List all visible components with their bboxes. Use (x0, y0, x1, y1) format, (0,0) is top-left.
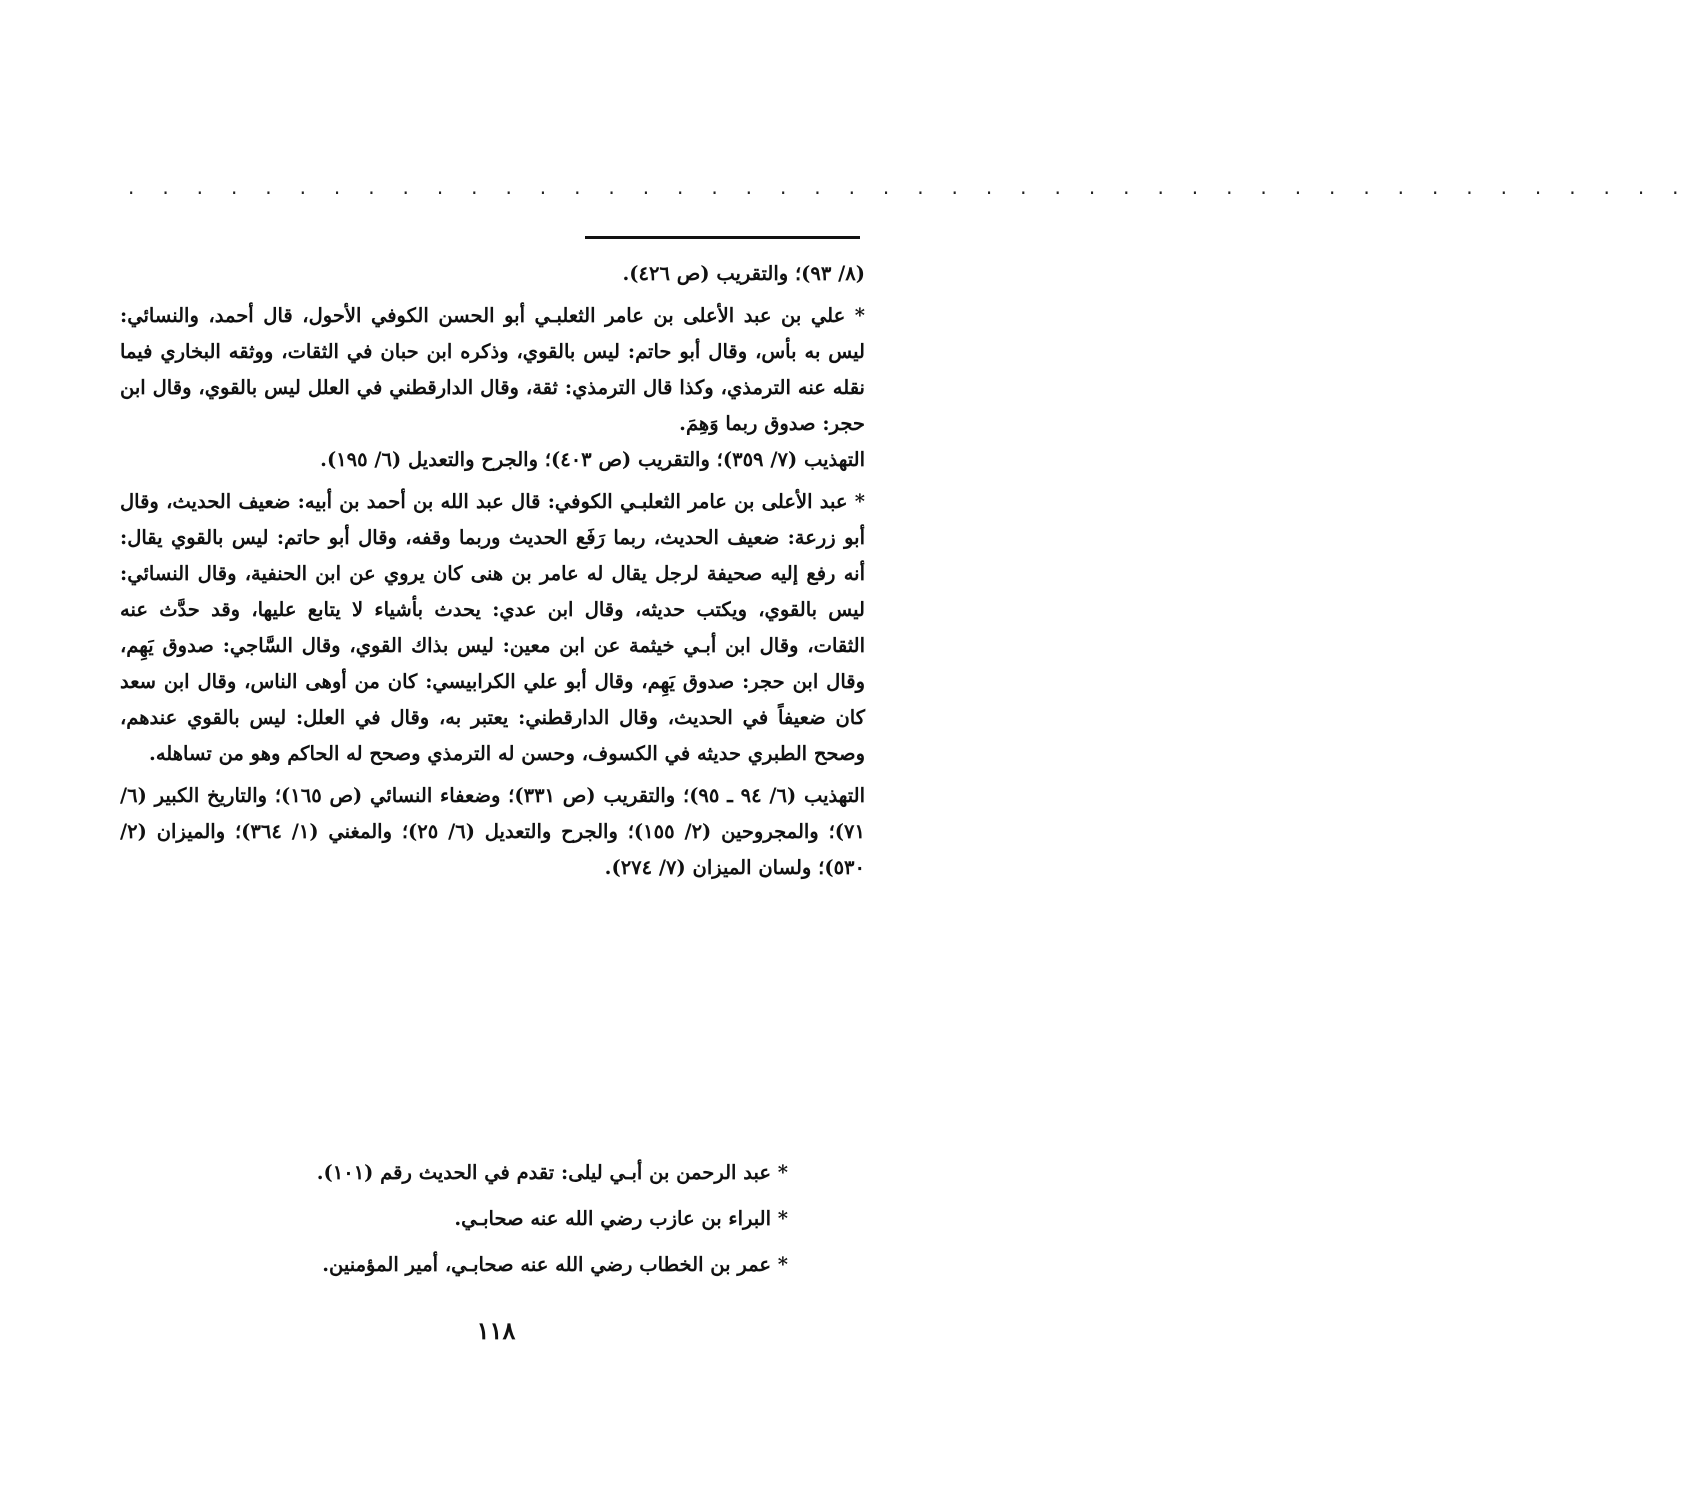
page-number: ١١٨ (476, 1316, 516, 1345)
footnote-separator-dots: . . . . . . . . . . . . . . . . . . . . . . . . . . . . . . . . . . . . . . . . . . . . . . (128, 175, 1689, 199)
narrator-entry-abd-al-rahman-ibn-abi-layla: * عبد الرحمن بن أبـي ليلى: تقدم في الحديث رقم (١٠١). (316, 1161, 788, 1184)
narrator-references-ali: التهذيب (٧/ ٣٥٩)؛ والتقريب (ص ٤٠٣)؛ والجرح والتعديل (٦/ ١٩٥). (320, 448, 865, 471)
narrator-entry-abd-al-ala-ibn-amir: * عبد الأعلى بن عامر الثعلبـي الكوفي: قال عبد الله بن أحمد بن أبيه: ضعيف الحديث، وقال أبو زرعة: ضعيف الحديث، ربما رَفَع الحديث وربما وقفه، وقال أبو حاتم: ليس بالقوي يقال: أنه رفع إليه صحيفة لرجل يقال له عامر بن هنى كان يروي عن ابن الحنفية، وقال النسائي: ليس بالقوي، ويكتب حديثه، وقال ابن عدي: يحدث بأشياء لا يتابع عليها، وقد حدَّث عنه الثقات، وقال ابن أبـي خيثمة عن ابن معين: ليس بذاك القوي، وقال السَّاجي: صدوق يَهِم، وقال ابن حجر: صدوق يَهِم، وقال أبو علي الكرابيسي: كان من أوهى الناس، وقال ابن سعد كان ضعيفاً في الحديث، وقال الدارقطني: يعتبر به، وقال في العلل: ليس بالقوي عندهم، وصحح الطبري حديثه في الكسوف، وحسن له الترمذي وصحح له الحاكم وهو من تساهله. (120, 490, 865, 765)
footnote-continuation: (٨/ ٩٣)؛ والتقريب (ص ٤٢٦). (622, 262, 865, 285)
narrator-entry-al-bara-ibn-azib: * البراء بن عازب رضي الله عنه صحابـي. (454, 1207, 788, 1230)
footnotes-body (120, 256, 865, 886)
narrator-references-abd-al-ala: التهذيب (٦/ ٩٤ ـ ٩٥)؛ والتقريب (ص ٣٣١)؛ وضعفاء النسائي (ص ١٦٥)؛ والتاريخ الكبير (٦/ ٧١)؛ والمجروحين (٢/ ١٥٥)؛ والجرح والتعديل (٦/ ٢٥)؛ والمغني (١/ ٣٦٤)؛ والميزان (٢/ ٥٣٠)؛ ولسان الميزان (٧/ ٢٧٤). (120, 784, 865, 879)
footnote-rule (585, 236, 860, 239)
narrator-entry-ali-ibn-abd-al-ala: * علي بن عبد الأعلى بن عامر الثعلبـي أبو الحسن الكوفي الأحول، قال أحمد، والنسائي: ليس به بأس، وقال أبو حاتم: ليس بالقوي، وذكره ابن حبان في الثقات، ووثقه البخاري فيما نقله عنه الترمذي، وكذا قال الترمذي: ثقة، وقال الدارقطني في العلل ليس بالقوي، وقال ابن حجر: صدوق ربما وَهِمَ. (120, 304, 865, 435)
narrator-short-entries (120, 1150, 788, 1288)
narrator-entry-umar-ibn-al-khattab: * عمر بن الخطاب رضي الله عنه صحابـي، أمير المؤمنين. (322, 1253, 788, 1276)
